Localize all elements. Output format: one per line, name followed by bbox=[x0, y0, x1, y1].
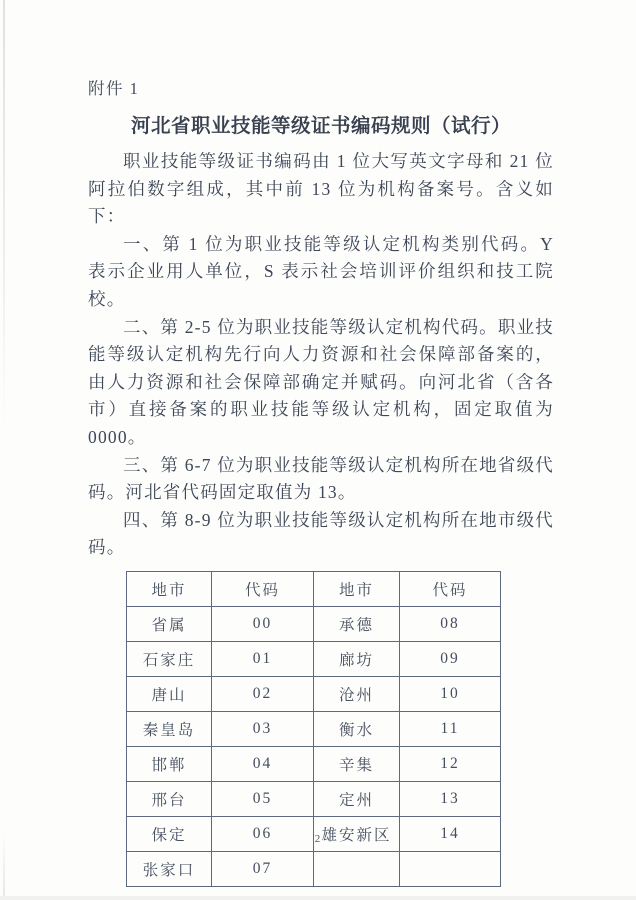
page-number: 2 bbox=[314, 833, 322, 845]
city-cell: 秦皇岛 bbox=[127, 711, 212, 746]
code-cell: 07 bbox=[212, 851, 314, 886]
code-cell: 06 bbox=[212, 816, 314, 851]
city-cell-empty bbox=[314, 851, 400, 886]
city-cell: 廊坊 bbox=[314, 641, 400, 676]
code-cell: 04 bbox=[212, 746, 314, 781]
paragraph-rule-1: 一、第 1 位为职业技能等级认定机构类别代码。Y 表示企业用人单位，S 表示社会培训评价组织和技工院校。 bbox=[88, 233, 554, 309]
code-cell: 08 bbox=[400, 606, 501, 641]
table-row bbox=[127, 746, 501, 781]
city-cell: 衡水 bbox=[314, 711, 400, 746]
city-cell: 邢台 bbox=[127, 781, 212, 816]
table-row bbox=[127, 711, 501, 746]
table-row bbox=[127, 641, 501, 676]
code-cell: 11 bbox=[400, 711, 501, 746]
table-row bbox=[127, 781, 501, 816]
paragraph-rule-4: 四、第 8-9 位为职业技能等级认定机构所在地市级代码。 bbox=[88, 509, 554, 558]
city-cell: 承德 bbox=[314, 606, 400, 641]
code-cell: 09 bbox=[400, 641, 501, 676]
code-cell: 00 bbox=[212, 606, 314, 641]
col-header-code-left: 代码 bbox=[212, 571, 314, 606]
col-header-city-right: 地市 bbox=[314, 571, 400, 606]
col-header-code-right: 代码 bbox=[400, 571, 501, 606]
document-title: 河北省职业技能等级证书编码规则（试行） bbox=[130, 115, 511, 137]
code-cell: 03 bbox=[212, 711, 314, 746]
code-cell: 01 bbox=[212, 641, 314, 676]
document-content bbox=[88, 76, 554, 887]
scan-edge-artifact-bottom bbox=[0, 896, 636, 900]
city-cell: 沧州 bbox=[314, 676, 400, 711]
table-row bbox=[127, 606, 501, 641]
city-cell: 石家庄 bbox=[127, 641, 212, 676]
paragraph-intro: 职业技能等级证书编码由 1 位大写英文字母和 21 位阿拉伯数字组成，其中前 13 位为机构备案号。含义如下： bbox=[88, 151, 554, 227]
paragraph-rule-3: 三、第 6-7 位为职业技能等级认定机构所在地省级代码。河北省代码固定取值为 13。 bbox=[88, 454, 554, 503]
scan-edge-artifact-left bbox=[3, 0, 5, 430]
code-cell: 14 bbox=[400, 816, 501, 851]
code-cell-empty bbox=[400, 851, 501, 886]
col-header-city-left: 地市 bbox=[127, 571, 212, 606]
code-cell: 02 bbox=[212, 676, 314, 711]
table-row bbox=[127, 676, 501, 711]
city-cell: 定州 bbox=[314, 781, 400, 816]
table-row bbox=[127, 851, 501, 886]
attachment-label: 附件 1 bbox=[88, 79, 140, 98]
code-cell: 13 bbox=[400, 781, 501, 816]
code-cell: 12 bbox=[400, 746, 501, 781]
city-cell: 保定 bbox=[127, 816, 212, 851]
code-cell: 10 bbox=[400, 676, 501, 711]
city-cell: 唐山 bbox=[127, 676, 212, 711]
city-cell: 邯郸 bbox=[127, 746, 212, 781]
table-header-row bbox=[127, 571, 501, 606]
city-cell: 省属 bbox=[127, 606, 212, 641]
city-cell: 辛集 bbox=[314, 746, 400, 781]
city-cell: 张家口 bbox=[127, 851, 212, 886]
paragraph-rule-2: 二、第 2-5 位为职业技能等级认定机构代码。职业技能等级认定机构先行向人力资源和社会保障部备案的，由人力资源和社会保障部确定并赋码。向河北省（含各市）直接备案的职业技能等级认定机构，固定取值为 0000。 bbox=[88, 316, 554, 447]
code-cell: 05 bbox=[212, 781, 314, 816]
city-cell: 雄安新区 bbox=[314, 816, 400, 851]
